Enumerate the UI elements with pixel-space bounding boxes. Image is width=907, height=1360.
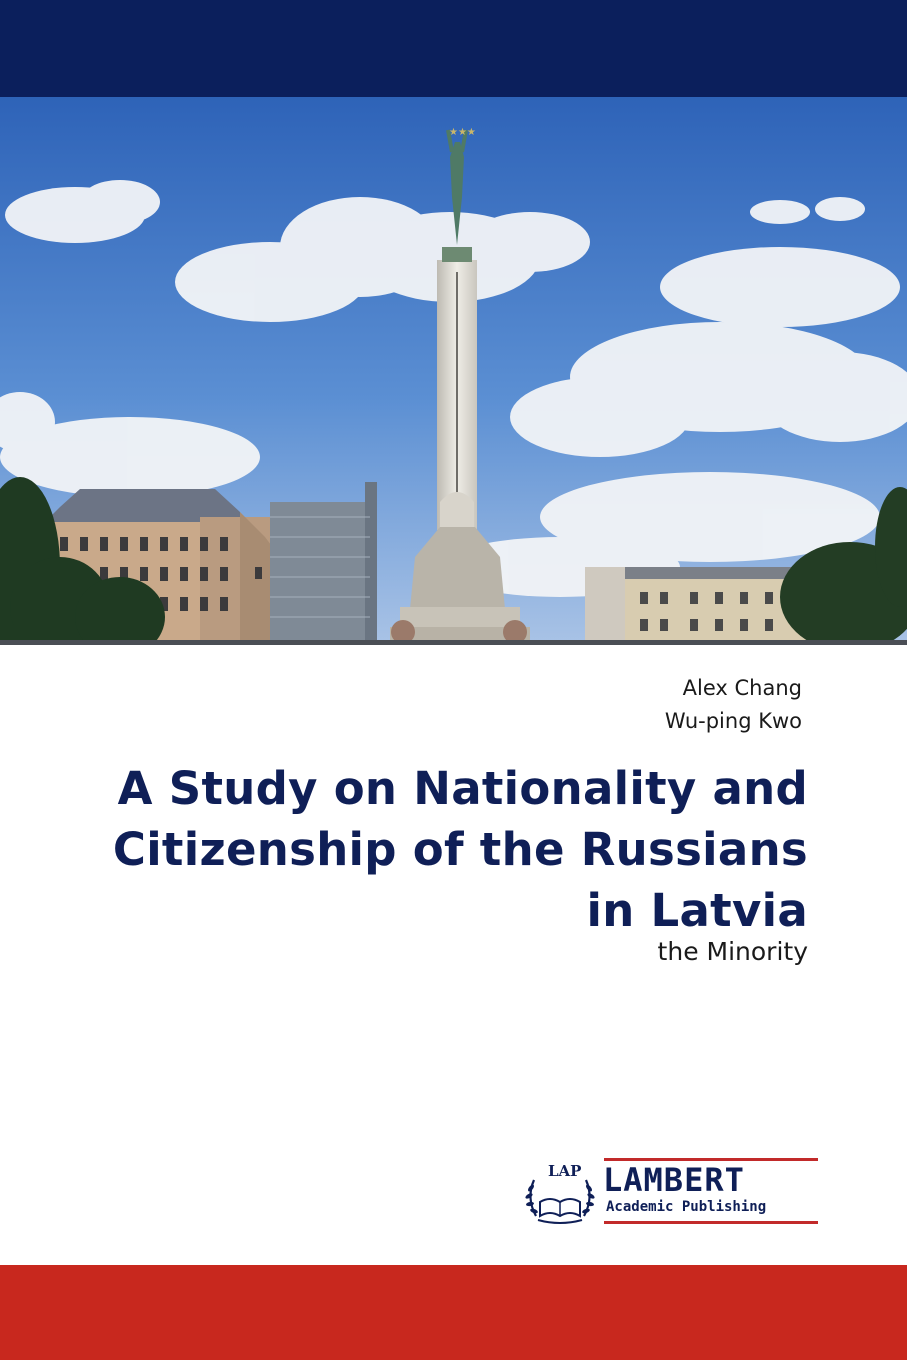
- authors-block: [665, 672, 802, 738]
- author-name: Alex Chang: [682, 676, 802, 700]
- bottom-color-band: [0, 1265, 907, 1360]
- publisher-badge-text: LAP: [548, 1162, 582, 1180]
- top-color-band: [0, 0, 907, 97]
- publisher-tagline: Academic Publishing: [606, 1199, 767, 1215]
- title-line: Citizenship of the Russians: [112, 823, 808, 876]
- title-line: A Study on Nationality and: [117, 762, 808, 815]
- svg-text:★★★: ★★★: [449, 127, 476, 138]
- publisher-bottom-rule: [604, 1221, 818, 1224]
- publisher-name: LAMBERT: [603, 1161, 745, 1199]
- book-title: [88, 758, 808, 941]
- cover-photo-freedom-monument: [0, 97, 907, 645]
- author-name: Wu-ping Kwo: [664, 709, 802, 733]
- book-subtitle: the Minority: [657, 937, 808, 966]
- title-line: in Latvia: [586, 884, 808, 937]
- publisher-logo: [520, 1158, 820, 1230]
